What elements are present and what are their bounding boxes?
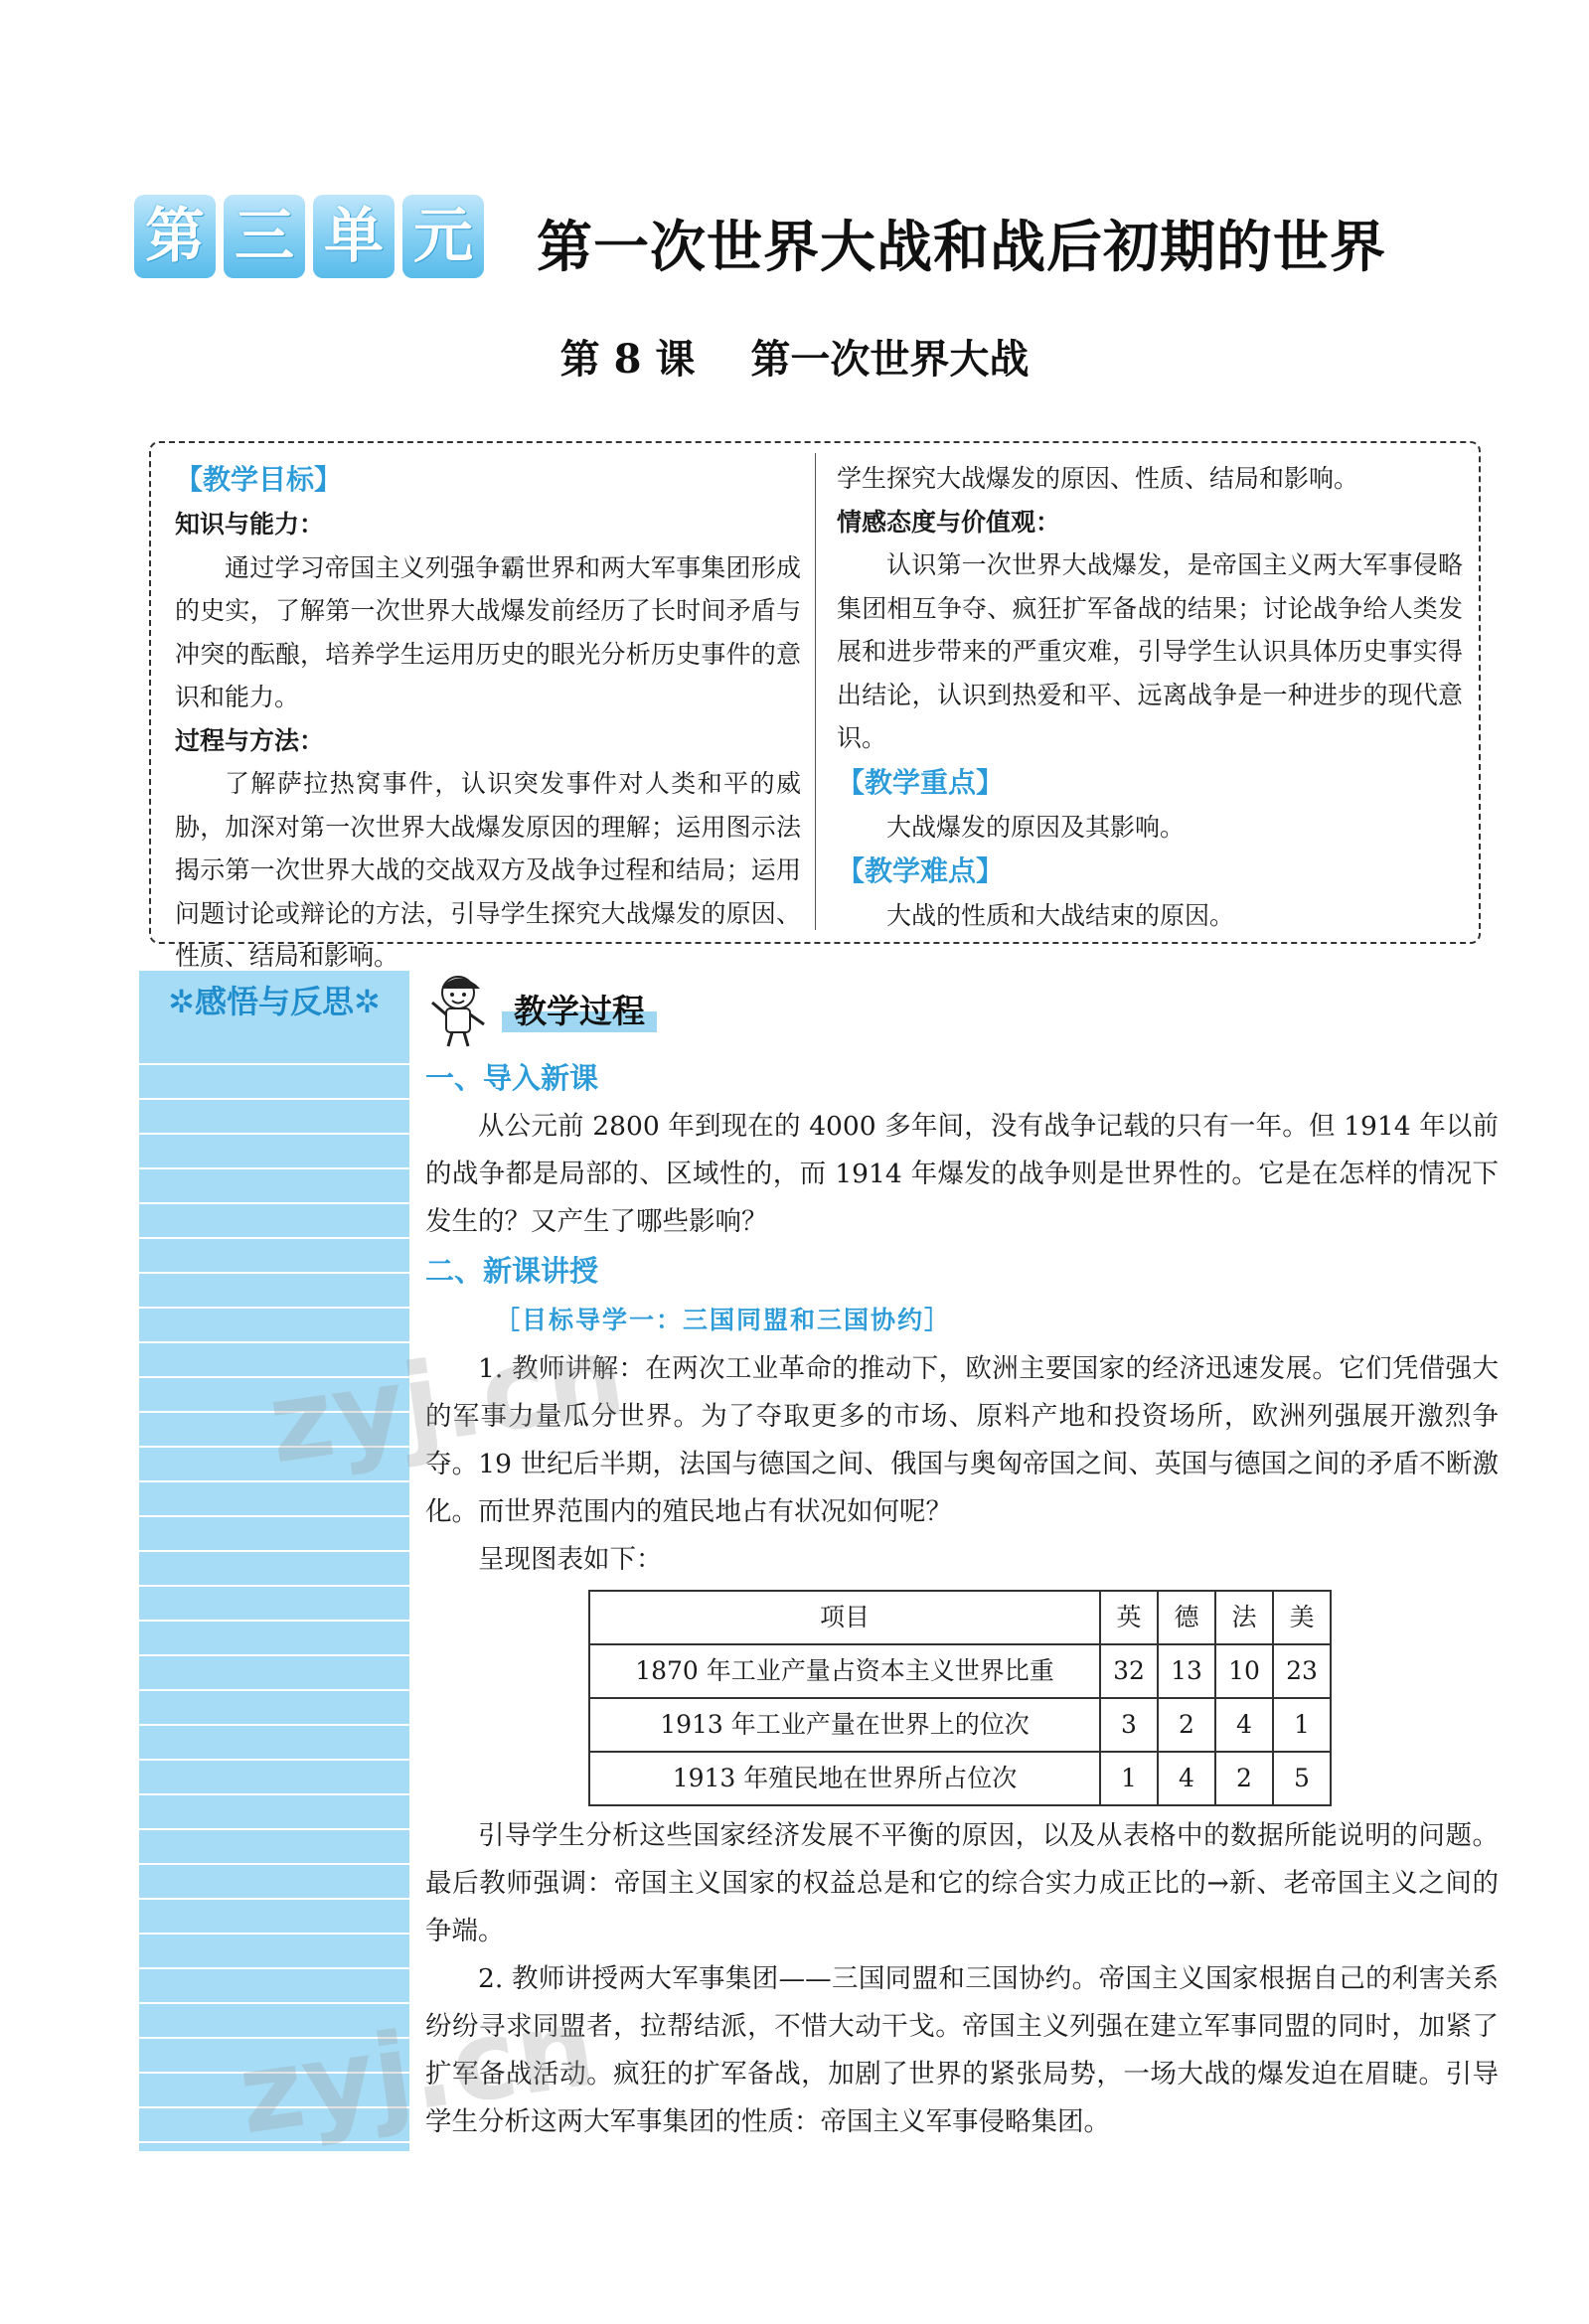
main-content — [425, 1053, 1499, 2146]
watermark: zyj.cn — [260, 1312, 632, 1488]
table-cell: 1913 年工业产量在世界上的位次 — [589, 1698, 1100, 1752]
section-intro-heading: 一、导入新课 — [425, 1061, 599, 1095]
objectives-box — [149, 441, 1481, 971]
reflection-notes-column — [139, 971, 409, 2151]
objectives-divider — [815, 453, 816, 930]
paragraph-teacher-explain: 1. 教师讲解：在两次工业革命的推动下，欧洲主要国家的经济迅速发展。它们凭借强大的军事力量瓜分世界。为了夺取更多的市场、原料产地和投资场所，欧洲列强展开激烈争夺。19 世纪后半期，法国与德国之间、俄国与奥匈帝国之间、英国与德国之间的矛盾不断激化。而世界范围内的殖民地占有状况如何呢？ — [425, 1353, 1499, 1527]
student-mascot-icon — [422, 969, 492, 1048]
table-cell: 1870 年工业产量占资本主义世界比重 — [589, 1644, 1100, 1698]
table-cell: 5 — [1273, 1752, 1331, 1805]
tag-difficult-point: 【教学难点】 — [837, 854, 1005, 887]
lesson-number: 第 8 课 — [559, 336, 696, 383]
table-cell: 10 — [1215, 1644, 1273, 1698]
data-table — [588, 1590, 1332, 1806]
process-title: 教学过程 — [502, 986, 657, 1032]
paragraph-chart-intro: 呈现图表如下： — [478, 1544, 663, 1575]
knowledge-text: 通过学习帝国主义列强争霸世界和两大军事集团形成的史实，了解第一次世界大战爆发前经历了长时间矛盾与冲突的酝酿，培养学生运用历史的眼光分析历史事件的意识和能力。 — [175, 552, 801, 711]
table-header-row — [589, 1591, 1331, 1644]
intro-paragraph: 从公元前 2800 年到现在的 4000 多年间，没有战争记载的只有一年。但 1914 年以前的战争都是局部的、区域性的，而 1914 年爆发的战争则是世界性的。它是在怎样的情况下发生的？又产生了哪些影响？ — [425, 1111, 1499, 1237]
unit-badge-char: 第 — [134, 195, 216, 278]
table-cell: 13 — [1158, 1644, 1215, 1698]
unit-title: 第一次世界大战和战后初期的世界 — [537, 216, 1386, 280]
table-cell: 4 — [1215, 1698, 1273, 1752]
table-cell: 1913 年殖民地在世界所占位次 — [589, 1752, 1100, 1805]
table-header-cell: 德 — [1158, 1591, 1215, 1644]
lesson-title — [0, 328, 1589, 385]
emotion-label: 情感态度与价值观： — [837, 507, 1061, 537]
process-header — [422, 969, 657, 1048]
unit-badge-char: 三 — [224, 195, 305, 278]
table-cell: 23 — [1273, 1644, 1331, 1698]
table-cell: 1 — [1100, 1752, 1158, 1805]
objectives-left-column — [175, 457, 801, 971]
table-cell: 1 — [1273, 1698, 1331, 1752]
unit-badge — [134, 195, 484, 278]
lesson-name: 第一次世界大战 — [750, 336, 1030, 383]
table-cell: 3 — [1100, 1698, 1158, 1752]
tag-key-point: 【教学重点】 — [837, 765, 1005, 799]
key-point-text: 大战爆发的原因及其影响。 — [886, 812, 1186, 842]
reflection-title: ✲感悟与反思✲ — [139, 977, 409, 1026]
table-cell: 32 — [1100, 1644, 1158, 1698]
table-row — [589, 1644, 1331, 1698]
table-header-cell: 项目 — [589, 1591, 1100, 1644]
table-cell: 2 — [1158, 1698, 1215, 1752]
goal-heading: ［目标导学一：三国同盟和三国协约］ — [495, 1306, 952, 1334]
knowledge-label: 知识与能力： — [175, 510, 325, 539]
table-header-cell: 英 — [1100, 1591, 1158, 1644]
difficult-point-text: 大战的性质和大战结束的原因。 — [886, 901, 1235, 930]
tag-teaching-goals: 【教学目标】 — [175, 463, 343, 496]
watermark: zyj.cn — [231, 1982, 602, 2159]
unit-badge-char: 元 — [402, 195, 484, 278]
table-row — [589, 1698, 1331, 1752]
process-text: 了解萨拉热窝事件，认识突发事件对人类和平的威胁，加深对第一次世界大战爆发原因的理解；运用图示法揭示第一次世界大战的交战双方及战争过程和结局；运用问题讨论或辩论的方法，引导学生探究大战爆发的原因、性质、结局和影响。 — [175, 769, 801, 971]
paragraph-guide-analysis: 引导学生分析这些国家经济发展不平衡的原因，以及从表格中的数据所能说明的问题。最后教师强调：帝国主义国家的权益总是和它的综合实力成正比的→新、老帝国主义之间的争端。 — [425, 1820, 1499, 1946]
section-new-lesson-heading: 二、新课讲授 — [425, 1254, 599, 1288]
table-header-cell: 法 — [1215, 1591, 1273, 1644]
objectives-right-column — [837, 457, 1463, 938]
emotion-text: 认识第一次世界大战爆发，是帝国主义两大军事侵略集团相互争夺、疯狂扩军备战的结果；讨论战争给人类发展和进步带来的严重灾难，引导学生认识具体历史事实得出结论，认识到热爱和平、远离战争是一种进步的现代意识。 — [837, 550, 1463, 752]
paragraph-two-blocs: 2. 教师讲授两大军事集团——三国同盟和三国协约。帝国主义国家根据自己的利害关系纷纷寻求同盟者，拉帮结派，不惜大动干戈。帝国主义列强在建立军事同盟的同时，加紧了扩军备战活动。疯狂的扩军备战，加剧了世界的紧张局势，一场大战的爆发迫在眉睫。引导学生分析这两大军事集团的性质：帝国主义军事侵略集团。 — [425, 1963, 1499, 2137]
unit-badge-char: 单 — [313, 195, 395, 278]
table-header-cell: 美 — [1273, 1591, 1331, 1644]
table-row — [589, 1752, 1331, 1805]
process-text-continued: 学生探究大战爆发的原因、性质、结局和影响。 — [837, 464, 1359, 493]
table-cell: 4 — [1158, 1752, 1215, 1805]
table-cell: 2 — [1215, 1752, 1273, 1805]
process-label: 过程与方法： — [175, 725, 325, 755]
